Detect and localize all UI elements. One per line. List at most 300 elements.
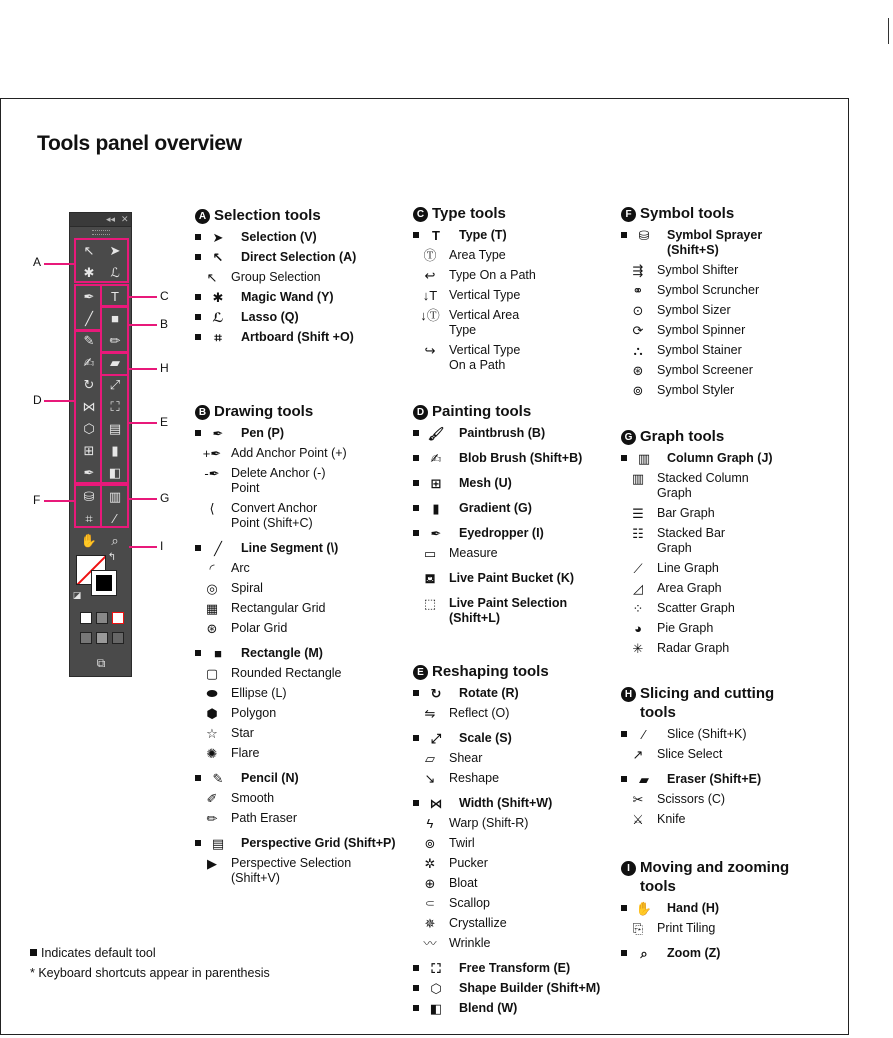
scale-icon: ⤢ xyxy=(430,731,442,746)
pencil-tool-icon[interactable]: ✏ xyxy=(109,333,121,348)
tool-list-item xyxy=(413,961,613,976)
slice-tool-icon[interactable]: ⁄ xyxy=(113,511,117,526)
leader-h xyxy=(129,368,157,370)
legend-shortcut-note: * Keyboard shortcuts appear in parenthesis xyxy=(30,966,270,980)
vertical-area-type-icon: ↓Ⓣ xyxy=(420,308,440,323)
tool-list-item xyxy=(413,836,613,851)
default-tool-marker-icon xyxy=(413,430,419,436)
eraser-icon: ▰ xyxy=(639,772,649,787)
default-tool-marker-icon xyxy=(413,1005,419,1011)
tool-list-item xyxy=(413,476,603,491)
highlight-group-f xyxy=(74,484,102,528)
gradient-tool-icon[interactable]: ▮ xyxy=(111,443,119,458)
tool-name: Print Tiling xyxy=(657,921,716,935)
perspective-selection-icon: ▶ xyxy=(207,856,217,871)
tool-name: Group Selection xyxy=(231,270,321,284)
tool-list-item xyxy=(413,876,613,891)
perspective-grid-icon: ▤ xyxy=(211,836,225,851)
tool-name: Symbol Screener xyxy=(657,363,753,377)
default-colors-icon[interactable]: ◪ xyxy=(72,590,82,600)
column-graph-icon: ▥ xyxy=(637,451,651,466)
mesh-tool-icon[interactable]: ⊞ xyxy=(83,443,95,458)
symbol-shifter-icon: ⇶ xyxy=(632,263,644,278)
tool-list-item xyxy=(195,686,405,701)
shear-icon: ▱ xyxy=(425,751,435,766)
default-tool-marker-icon xyxy=(621,905,627,911)
type-on-path-icon: ↩ xyxy=(424,268,436,283)
tool-name: Perspective Grid (Shift+P) xyxy=(241,836,396,850)
section-badge: F xyxy=(621,207,636,222)
tool-name: Scissors (C) xyxy=(657,792,726,806)
highlight-group-b-right xyxy=(100,306,129,353)
tool-list-item xyxy=(621,263,811,278)
type-icon: T xyxy=(432,228,440,243)
tool-name: Reshape xyxy=(449,771,500,785)
tool-name: Pencil (N) xyxy=(241,771,299,785)
default-tool-marker-icon xyxy=(413,965,419,971)
stacked-column-graph-icon: ▥ xyxy=(631,471,645,486)
default-tool-marker-icon xyxy=(621,776,627,782)
type-tool-icon[interactable]: T xyxy=(111,289,119,304)
label-g: G xyxy=(160,491,170,505)
default-tool-marker-icon xyxy=(195,650,201,656)
tool-list-item xyxy=(621,581,811,596)
tool-name: Wrinkle xyxy=(449,936,491,950)
tool-name: Twirl xyxy=(449,836,475,850)
pie-graph-icon: ◕ xyxy=(634,621,642,636)
tool-name: Paintbrush (B) xyxy=(459,426,546,440)
tool-name-continued: (Shift+V) xyxy=(231,871,280,885)
radar-graph-icon: ✳ xyxy=(632,641,644,656)
default-tool-marker-icon xyxy=(621,731,627,737)
pucker-icon: ✲ xyxy=(424,856,436,871)
scatter-graph-icon: ⁘ xyxy=(632,601,644,616)
tool-name: Arc xyxy=(231,561,250,575)
tool-list-item xyxy=(413,501,603,516)
section-title-text: Reshaping tools xyxy=(432,663,549,680)
leader-i xyxy=(129,546,157,548)
tool-list-item xyxy=(413,796,613,811)
direct-selection-tool-icon[interactable]: ➤ xyxy=(109,243,121,258)
section-moving-zooming-tools xyxy=(621,858,821,961)
tool-list-item xyxy=(621,901,821,916)
tool-list-item xyxy=(413,228,603,243)
tool-name: Vertical Type xyxy=(449,288,521,302)
section-badge: B xyxy=(195,405,210,420)
tool-list-item xyxy=(621,471,811,501)
tool-name: Pie Graph xyxy=(657,621,714,635)
tool-list-item xyxy=(621,792,821,807)
tool-name: Live Paint Bucket (K) xyxy=(449,571,575,585)
section-drawing-tools xyxy=(195,402,405,886)
tool-list-item xyxy=(621,812,821,827)
bloat-icon: ⊕ xyxy=(424,876,436,891)
rotate-tool-icon[interactable]: ↻ xyxy=(83,377,95,392)
tool-name: Vertical Area xyxy=(449,308,520,322)
tool-name: Gradient (G) xyxy=(459,501,532,515)
paintbrush-icon: 🖌 xyxy=(427,426,445,441)
tool-name: Symbol Shifter xyxy=(657,263,739,277)
tool-list-item xyxy=(621,303,811,318)
tool-list-item xyxy=(621,506,811,521)
tool-name: Width (Shift+W) xyxy=(459,796,553,810)
tool-list-item xyxy=(413,981,613,996)
tool-name: Scale (S) xyxy=(459,731,512,745)
tool-list-item xyxy=(195,706,405,721)
tool-name: Stacked Column xyxy=(657,471,749,485)
tool-name: Crystallize xyxy=(449,916,507,930)
shape-builder-icon: ⬡ xyxy=(430,981,442,996)
section-symbol-tools xyxy=(621,204,811,398)
tool-name-continued: Graph xyxy=(657,541,692,555)
symbol-sprayer-tool-icon[interactable]: ⛁ xyxy=(83,489,95,504)
spiral-icon: ◎ xyxy=(206,581,218,596)
stroke-swatch[interactable] xyxy=(92,571,116,595)
tool-name: Reflect (O) xyxy=(449,706,510,720)
tool-name: Symbol Stainer xyxy=(657,343,742,357)
highlight-group-g xyxy=(100,484,129,528)
panel-title-bar xyxy=(70,213,131,227)
section-title-text: Selection tools xyxy=(214,207,321,224)
line-segment-icon: ╱ xyxy=(214,541,222,556)
tool-name-continued: Graph xyxy=(657,486,692,500)
magic-wand-tool-icon[interactable]: ✱ xyxy=(83,265,95,280)
tool-list-item xyxy=(413,248,603,263)
tool-name: Warp (Shift-R) xyxy=(449,816,529,830)
shape-builder-tool-icon[interactable]: ⬡ xyxy=(83,421,95,436)
section-title xyxy=(621,684,821,722)
tool-name: Perspective Selection xyxy=(231,856,352,870)
polar-grid-icon: ⊛ xyxy=(206,621,218,636)
delete-anchor-icon: -✒ xyxy=(204,466,220,481)
blend-icon: ◧ xyxy=(429,1001,443,1016)
tool-name: Delete Anchor (-) xyxy=(231,466,326,480)
blob-brush-tool-icon[interactable]: ✍ xyxy=(83,355,95,370)
default-tool-marker-icon xyxy=(413,690,419,696)
none-mode-icon[interactable] xyxy=(112,612,124,624)
tool-name: Add Anchor Point (+) xyxy=(231,446,347,460)
default-tool-marker-icon xyxy=(195,840,201,846)
tool-list-item xyxy=(195,811,405,826)
section-badge: D xyxy=(413,405,428,420)
default-tool-marker-icon xyxy=(195,294,201,300)
tool-list-item xyxy=(195,856,405,886)
highlight-group-h xyxy=(100,352,129,376)
tool-list-item xyxy=(413,706,613,721)
scale-tool-icon[interactable]: ⤢ xyxy=(109,377,121,392)
section-selection-tools xyxy=(195,206,400,345)
tool-name: Pucker xyxy=(449,856,488,870)
width-tool-icon[interactable]: ⋈ xyxy=(82,399,96,414)
swap-arrow-icon[interactable]: ↰ xyxy=(107,552,117,563)
scissors-icon: ✂ xyxy=(632,792,644,807)
tool-list-item xyxy=(413,596,603,626)
tool-list-item xyxy=(621,561,811,576)
symbol-screener-icon: ⊛ xyxy=(632,363,644,378)
default-tool-marker-icon xyxy=(413,455,419,461)
section-reshaping-tools xyxy=(413,662,613,1016)
color-mode-icon[interactable] xyxy=(80,612,92,624)
grip-icon xyxy=(92,230,110,235)
tool-name: Stacked Bar xyxy=(657,526,726,540)
eyedropper-tool-icon[interactable]: ✒ xyxy=(83,465,95,480)
tool-list-item xyxy=(195,726,405,741)
area-graph-icon: ◿ xyxy=(633,581,643,596)
gradient-icon: ▮ xyxy=(432,501,440,516)
draw-behind-icon[interactable] xyxy=(96,632,108,644)
blob-brush-icon: ✍ xyxy=(430,451,442,466)
section-title xyxy=(621,427,811,446)
polygon-icon: ⬢ xyxy=(206,706,218,721)
tool-list-item xyxy=(621,283,811,298)
vertical-type-on-path-icon: ↪ xyxy=(424,343,436,358)
tool-list-item xyxy=(413,571,603,586)
line-graph-icon: ⟋ xyxy=(633,561,643,576)
leader-c xyxy=(129,296,157,298)
tool-list-item xyxy=(413,426,603,441)
tool-list-item xyxy=(195,836,405,851)
tool-name: Flare xyxy=(231,746,260,760)
tool-name: Artboard (Shift +O) xyxy=(241,330,354,344)
tool-name: Symbol Sizer xyxy=(657,303,731,317)
selection-tool-icon[interactable]: ↖ xyxy=(83,243,95,258)
leader-d xyxy=(44,400,74,402)
leader-f xyxy=(44,500,74,502)
default-tool-marker-icon xyxy=(195,545,201,551)
tool-name: Slice (Shift+K) xyxy=(667,727,747,741)
tool-name: Eraser (Shift+E) xyxy=(667,772,762,786)
artboard-tool-icon[interactable]: ⌗ xyxy=(85,511,93,526)
tool-list-item xyxy=(195,646,405,661)
highlight-group-d xyxy=(74,330,102,484)
section-badge: I xyxy=(621,861,636,876)
mesh-icon: ⊞ xyxy=(430,476,442,491)
tool-list-item xyxy=(621,526,811,556)
label-f: F xyxy=(33,493,41,507)
section-title-text: Type tools xyxy=(432,205,506,222)
tool-list-item xyxy=(621,601,811,616)
label-c: C xyxy=(160,289,169,303)
tool-name: Path Eraser xyxy=(231,811,298,825)
tool-name: Line Graph xyxy=(657,561,719,575)
highlight-group-b-left xyxy=(74,284,102,331)
section-badge: C xyxy=(413,207,428,222)
rotate-icon: ↻ xyxy=(430,686,442,701)
tool-name: Live Paint Selection xyxy=(449,596,568,610)
tool-name: Line Segment (\) xyxy=(241,541,339,555)
tool-name: Ellipse (L) xyxy=(231,686,287,700)
star-icon: ☆ xyxy=(206,726,218,741)
pencil-icon: ✎ xyxy=(212,771,224,786)
tool-list-item xyxy=(195,621,405,636)
live-paint-selection-icon: ⬚ xyxy=(423,596,437,611)
highlight-group-e xyxy=(100,374,129,484)
tool-list-item xyxy=(413,751,613,766)
section-title xyxy=(195,206,400,225)
leader-e xyxy=(129,422,157,424)
tool-list-item xyxy=(195,601,405,616)
slice-icon: ⁄ xyxy=(642,727,646,742)
tool-name: Type On a Path xyxy=(449,268,536,282)
default-tool-marker-icon xyxy=(413,505,419,511)
tool-list-item xyxy=(413,1001,613,1016)
collapse-icon: ◂◂ xyxy=(106,214,116,224)
tool-list-item xyxy=(195,310,400,325)
tool-list-item xyxy=(413,731,613,746)
tool-name: Hand (H) xyxy=(667,901,720,915)
label-h: H xyxy=(160,361,169,375)
tool-name: Convert Anchor xyxy=(231,501,318,515)
tool-name-continued: Point (Shift+C) xyxy=(231,516,313,530)
tool-name: Blob Brush (Shift+B) xyxy=(459,451,583,465)
tool-name: Smooth xyxy=(231,791,275,805)
tool-name-continued: Type xyxy=(449,323,477,337)
tool-list-item xyxy=(621,921,821,936)
zoom-icon: ⌕ xyxy=(640,946,648,961)
area-type-icon: Ⓣ xyxy=(423,248,437,263)
default-tool-marker-icon xyxy=(413,735,419,741)
tool-list-item xyxy=(621,747,821,762)
symbol-spinner-icon: ⟳ xyxy=(632,323,644,338)
section-title xyxy=(413,204,603,223)
lasso-tool-icon[interactable]: ℒ xyxy=(110,265,120,280)
tool-name: Bar Graph xyxy=(657,506,715,520)
tool-list-item xyxy=(413,288,603,303)
tool-name: Rounded Rectangle xyxy=(231,666,342,680)
tool-name: Symbol Styler xyxy=(657,383,735,397)
tool-name: Scallop xyxy=(449,896,490,910)
symbol-sprayer-icon: ⛁ xyxy=(638,228,650,243)
free-transform-icon: ⛶ xyxy=(431,961,441,976)
stacked-bar-graph-icon: ☷ xyxy=(632,526,644,541)
tool-list-item xyxy=(195,771,405,786)
tool-name: Zoom (Z) xyxy=(667,946,721,960)
section-badge: A xyxy=(195,209,210,224)
tool-name: Shear xyxy=(449,751,483,765)
eyedropper-icon: ✒ xyxy=(430,526,442,541)
tool-list-item xyxy=(195,541,405,556)
leader-b xyxy=(129,324,157,326)
tool-name: Direct Selection (A) xyxy=(241,250,357,264)
hollow-arrow-icon: ↖ xyxy=(212,250,224,265)
blend-tool-icon[interactable]: ◧ xyxy=(108,465,122,480)
tool-name: Symbol Scruncher xyxy=(657,283,760,297)
path-eraser-icon: ✏ xyxy=(206,811,218,826)
line-tool-icon[interactable]: ╱ xyxy=(85,311,93,326)
tool-name: Magic Wand (Y) xyxy=(241,290,334,304)
tool-name: Shape Builder (Shift+M) xyxy=(459,981,601,995)
section-badge: H xyxy=(621,687,636,702)
vertical-type-icon: ↓T xyxy=(422,288,438,303)
smooth-icon: ✐ xyxy=(206,791,218,806)
label-a: A xyxy=(33,255,42,269)
leader-g xyxy=(129,498,157,500)
group-selection-icon: ↖ xyxy=(206,270,218,285)
tool-list-item xyxy=(195,561,405,576)
default-tool-marker-icon xyxy=(195,430,201,436)
bar-graph-icon: ☰ xyxy=(632,506,644,521)
highlight-group-a xyxy=(74,238,129,283)
section-title-text: Graph tools xyxy=(640,428,725,445)
default-tool-marker-icon xyxy=(30,949,37,956)
gradient-mode-icon[interactable] xyxy=(96,612,108,624)
tool-list-item xyxy=(413,896,613,911)
default-tool-marker-icon xyxy=(413,530,419,536)
section-title xyxy=(413,402,603,421)
arc-icon: ◜ xyxy=(209,561,215,576)
legend-default-note xyxy=(30,946,156,960)
scallop-icon: ⸦ xyxy=(423,896,437,911)
artboard-icon: ⌗ xyxy=(214,330,222,345)
symbol-stainer-icon: ⛬ xyxy=(633,343,643,358)
symbol-sizer-icon: ⊙ xyxy=(632,303,644,318)
zoom-tool-icon[interactable]: ⌕ xyxy=(111,533,119,548)
section-title xyxy=(621,858,821,896)
tool-name: Eyedropper (I) xyxy=(459,526,544,540)
draw-normal-icon[interactable] xyxy=(80,632,92,644)
column-graph-tool-icon[interactable]: ▥ xyxy=(108,489,122,504)
arrow-icon: ➤ xyxy=(212,230,224,245)
hand-icon: ✋ xyxy=(635,901,653,916)
default-tool-marker-icon xyxy=(195,314,201,320)
section-title-continued: tools xyxy=(640,704,676,721)
tool-list-item xyxy=(413,268,603,283)
tool-list-item xyxy=(195,270,400,285)
symbol-scruncher-icon: ⚭ xyxy=(632,283,644,298)
page-title: Tools panel overview xyxy=(37,132,242,155)
default-tool-marker-icon xyxy=(621,232,627,238)
default-tool-marker-icon xyxy=(195,254,201,260)
tool-name: Rectangle (M) xyxy=(241,646,323,660)
tool-list-item xyxy=(413,771,613,786)
tool-list-item xyxy=(413,526,603,541)
highlight-group-c xyxy=(100,284,129,307)
reflect-icon: ⇋ xyxy=(424,706,436,721)
tool-list-item xyxy=(195,581,405,596)
draw-inside-icon[interactable] xyxy=(112,632,124,644)
leader-a xyxy=(44,263,74,265)
tool-list-item xyxy=(621,451,811,466)
tool-name: Radar Graph xyxy=(657,641,730,655)
screen-mode-icon[interactable]: ⧉ xyxy=(96,656,106,670)
rectangle-tool-icon[interactable]: ■ xyxy=(111,311,119,326)
twirl-icon: ⊚ xyxy=(424,836,436,851)
perspective-grid-tool-icon[interactable]: ▤ xyxy=(108,421,122,436)
live-paint-bucket-icon: ⛾ xyxy=(424,571,436,586)
paintbrush-tool-icon[interactable]: ✎ xyxy=(83,333,95,348)
width-icon: ⋈ xyxy=(429,796,443,811)
section-title-text: Drawing tools xyxy=(214,403,314,420)
flare-icon: ✺ xyxy=(206,746,218,761)
tool-name: Rotate (R) xyxy=(459,686,519,700)
tool-list-item xyxy=(621,772,821,787)
pen-tool-icon[interactable]: ✒ xyxy=(83,289,95,304)
rounded-rectangle-icon: ▢ xyxy=(205,666,219,681)
tool-name: Blend (W) xyxy=(459,1001,518,1015)
free-transform-tool-icon[interactable]: ⛶ xyxy=(110,399,120,414)
tool-list-item xyxy=(621,621,811,636)
crystallize-icon: ✵ xyxy=(424,916,436,931)
tool-name: Pen (P) xyxy=(241,426,285,440)
hand-tool-icon[interactable]: ✋ xyxy=(80,533,98,548)
tool-list-item xyxy=(195,290,400,305)
section-title xyxy=(413,662,613,681)
eraser-tool-icon[interactable]: ▰ xyxy=(110,355,120,370)
section-title-text: Symbol tools xyxy=(640,205,735,222)
tool-name-continued: (Shift+S) xyxy=(667,243,719,257)
tool-list-item xyxy=(621,343,811,358)
tool-name: Selection (V) xyxy=(241,230,317,244)
